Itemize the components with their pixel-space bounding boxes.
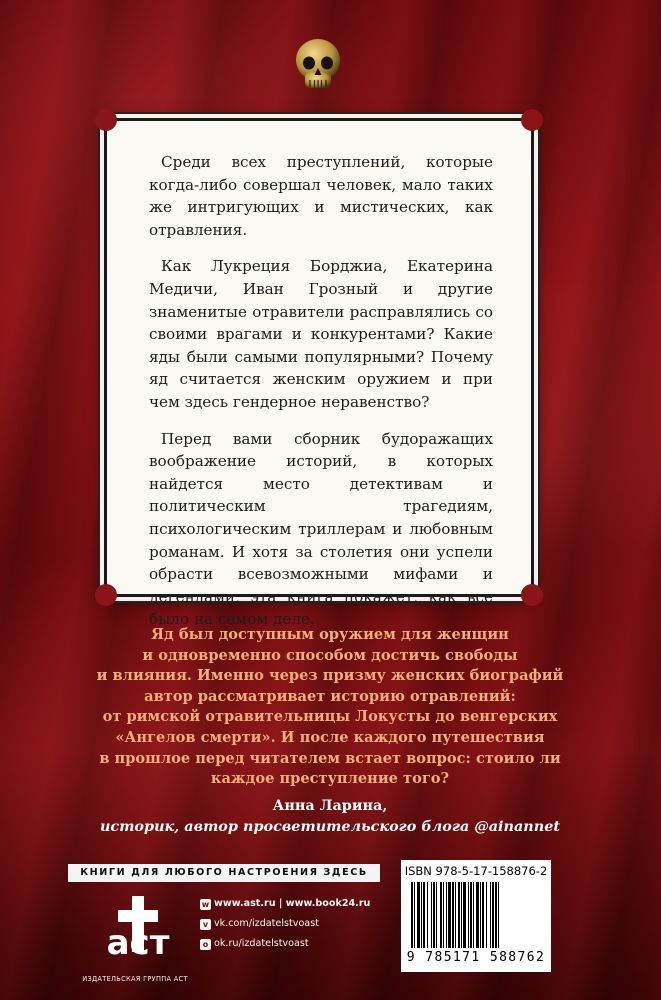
quote-line: каждое преступление того? bbox=[210, 770, 450, 788]
link-text: vk.com/izdatelstvoast bbox=[214, 918, 319, 929]
skull-icon bbox=[290, 36, 346, 94]
isbn-text: ISBN 978-5-17-158876-2 bbox=[404, 864, 548, 878]
description-card bbox=[104, 118, 534, 629]
quote-line: «Ангелов смерти». И после каждого путешествия bbox=[115, 728, 545, 746]
web-icon: w bbox=[201, 900, 210, 909]
quote-author bbox=[60, 795, 600, 837]
description-paragraph: Как Лукреция Борджиа, Екатерина Медичи, Иван Грозный и другие знаменитые отравители расправлялись со своими врагами и конкурентами? Какие яды были самыми популярными? Почему яд считается женским оружием и при чем здесь гендерное неравенство? bbox=[149, 257, 493, 411]
quote-line: Яд был доступным оружием для женщин bbox=[151, 626, 509, 643]
barcode-icon bbox=[409, 882, 543, 948]
card-corner bbox=[95, 109, 117, 131]
link-row[interactable] bbox=[200, 894, 400, 914]
link-row[interactable] bbox=[200, 934, 400, 954]
tagline-strip: КНИГИ ДЛЯ ЛЮБОГО НАСТРОЕНИЯ ЗДЕСЬ bbox=[68, 864, 380, 882]
author-name: Анна Ларина, bbox=[272, 797, 388, 814]
description-text bbox=[149, 151, 493, 645]
quote-line: автор рассматривает историю отравлений: bbox=[144, 687, 516, 705]
author-role: историк, автор просветительского блога @ainannet bbox=[99, 818, 561, 835]
publisher-caption: ИЗДАТЕЛЬСКАЯ ГРУППА АСТ bbox=[82, 975, 188, 983]
quote-line: и одновременно способом достичь свободы bbox=[142, 646, 518, 664]
quote-line: от римской отравительницы Локусты до венгерских bbox=[102, 708, 558, 726]
card-corner bbox=[95, 584, 117, 606]
quote-line: в прошлое перед читателем встает вопрос: стоило ли bbox=[99, 749, 561, 767]
quote-line: и влияния. Именно через призму женских биографий bbox=[96, 667, 564, 685]
barcode-number: 9 785171 588762 bbox=[406, 950, 546, 965]
vk-icon: v bbox=[200, 919, 211, 930]
review-quote bbox=[60, 625, 600, 790]
description-paragraph: Среди всех преступлений, которые когда-либо совершал человек, мало таких же интригующих и мистических, как отравления. bbox=[149, 153, 493, 239]
link-text: www.ast.ru | www.book24.ru bbox=[214, 898, 371, 909]
publisher-links bbox=[200, 894, 400, 954]
ok-icon: o bbox=[200, 939, 211, 950]
card-corner bbox=[521, 109, 543, 131]
link-text: ok.ru/izdatelstvoast bbox=[214, 938, 309, 949]
ast-logo bbox=[78, 892, 198, 972]
description-paragraph: Перед вами сборник будоражащих воображение историй, в которых найдется место детективам и политическим трагедиям, психологическим триллерам и любовным романам. И хотя за столетия они успели обрасти всевозможными мифами и легендами, эта книга покажет, как все было на самом деле. bbox=[149, 429, 493, 629]
barcode-box bbox=[401, 860, 551, 972]
link-row[interactable] bbox=[200, 914, 400, 934]
logo-text: аст bbox=[106, 923, 170, 963]
card-corner bbox=[521, 584, 543, 606]
